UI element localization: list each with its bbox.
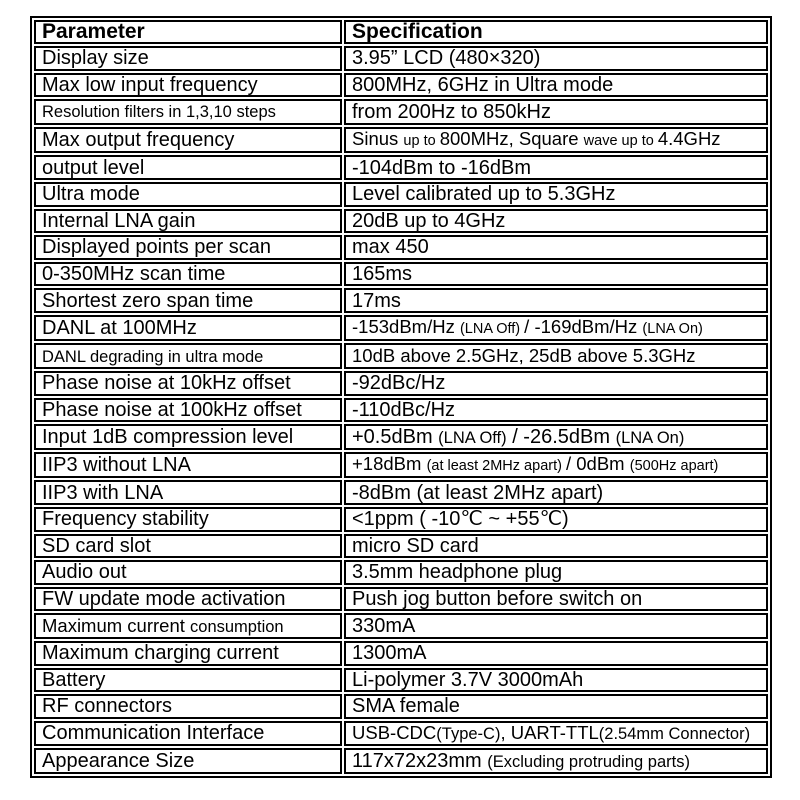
param-text: 0-350MHz scan time [42, 262, 226, 285]
spec-table [30, 16, 772, 778]
spec-text: Sinus [352, 128, 404, 150]
param-text: Maximum current [42, 614, 191, 636]
spec-text: wave up to [583, 133, 658, 150]
param-cell [34, 694, 342, 719]
param-cell [34, 182, 342, 207]
spec-text: (LNA On) [642, 321, 703, 338]
spec-text: micro SD card [352, 534, 479, 557]
table-row [34, 288, 768, 313]
param-text: Display size [42, 47, 149, 70]
spec-text: USB-CDC [352, 721, 437, 743]
param-text: Audio out [42, 561, 127, 584]
param-cell [34, 641, 342, 666]
spec-text: 165ms [352, 262, 413, 285]
spec-cell [344, 398, 768, 423]
spec-text: <1ppm ( -10℃ ~ +55℃) [352, 508, 569, 531]
spec-text: , UART-TTL [500, 721, 599, 743]
param-text: Resolution filters in 1,3,10 steps [42, 103, 276, 122]
spec-cell [344, 587, 768, 612]
spec-text: (500Hz apart) [629, 458, 719, 475]
table-row [34, 262, 768, 287]
param-text: DANL at 100MHz [42, 317, 197, 340]
spec-cell [344, 748, 768, 774]
param-cell [34, 560, 342, 585]
spec-cell [344, 668, 768, 693]
table-row [34, 46, 768, 71]
spec-text: 20dB up to 4GHz [352, 209, 506, 232]
table-row [34, 398, 768, 423]
spec-cell [344, 155, 768, 180]
spec-cell [344, 288, 768, 313]
table-body [34, 46, 768, 774]
spec-cell [344, 694, 768, 719]
table-head [34, 20, 768, 44]
param-text: IIP3 without LNA [42, 454, 191, 477]
table-row [34, 73, 768, 98]
param-cell [34, 721, 342, 747]
spec-text: -104dBm to -16dBm [352, 156, 531, 179]
spec-text: -110dBc/Hz [352, 398, 456, 421]
param-text: Maximum charging current [42, 642, 279, 665]
spec-text: 3.95” LCD (480×320) [352, 47, 541, 70]
param-cell [34, 288, 342, 313]
table-row [34, 641, 768, 666]
table-row [34, 694, 768, 719]
table-row [34, 182, 768, 207]
param-cell [34, 668, 342, 693]
table-row [34, 452, 768, 479]
param-cell [34, 235, 342, 260]
param-column-header: Parameter [34, 20, 342, 44]
table-row [34, 507, 768, 532]
table-row [34, 748, 768, 774]
spec-cell [344, 641, 768, 666]
spec-cell [344, 721, 768, 747]
spec-cell [344, 534, 768, 559]
spec-cell [344, 127, 768, 154]
spec-text: (2.54mm Connector) [598, 724, 751, 743]
spec-cell [344, 424, 768, 450]
spec-text: (LNA Off) [459, 321, 525, 338]
spec-cell [344, 507, 768, 532]
table-row [34, 209, 768, 234]
param-text: Phase noise at 100kHz offset [42, 398, 302, 421]
param-cell [34, 587, 342, 612]
param-text: Max low input frequency [42, 73, 258, 96]
param-cell [34, 315, 342, 342]
param-cell [34, 534, 342, 559]
param-cell [34, 127, 342, 154]
param-cell [34, 748, 342, 774]
spec-text: +0.5dBm [352, 425, 439, 448]
table-row [34, 534, 768, 559]
param-cell [34, 99, 342, 125]
spec-text: 800MHz, Square [439, 128, 584, 150]
spec-text: 10dB above 2.5GHz, 25dB above 5.3GHz [352, 345, 696, 367]
spec-column-header: Specification [344, 20, 768, 44]
table-row [34, 480, 768, 505]
param-cell [34, 613, 342, 639]
table-row [34, 668, 768, 693]
table-row [34, 587, 768, 612]
spec-cell [344, 613, 768, 639]
table-row [34, 371, 768, 396]
spec-cell [344, 262, 768, 287]
spec-text: (at least 2MHz apart) [426, 458, 566, 475]
param-cell [34, 262, 342, 287]
param-text: Appearance Size [42, 750, 195, 773]
table-row [34, 315, 768, 342]
table-row [34, 343, 768, 369]
param-cell [34, 507, 342, 532]
spec-text: 3.5mm headphone plug [352, 561, 563, 584]
spec-text: (LNA Off) [438, 428, 507, 447]
spec-text: -8dBm (at least 2MHz apart) [352, 481, 604, 504]
table-row [34, 424, 768, 450]
header-row [34, 20, 768, 44]
spec-text: / -26.5dBm [506, 425, 616, 448]
param-text: Internal LNA gain [42, 209, 196, 232]
spec-text: max 450 [352, 236, 429, 259]
param-text: FW update mode activation [42, 588, 286, 611]
param-cell [34, 73, 342, 98]
spec-text: +18dBm [352, 453, 427, 475]
param-cell [34, 155, 342, 180]
table-row [34, 127, 768, 154]
spec-cell [344, 182, 768, 207]
spec-cell [344, 452, 768, 479]
spec-text: 17ms [352, 289, 401, 312]
spec-text: -92dBc/Hz [352, 372, 446, 395]
param-cell [34, 343, 342, 369]
param-text: Ultra mode [42, 183, 140, 206]
spec-text: Level calibrated up to 5.3GHz [352, 183, 616, 206]
spec-text: Li-polymer 3.7V 3000mAh [352, 668, 584, 691]
table-row [34, 613, 768, 639]
table-row [34, 721, 768, 747]
param-cell [34, 452, 342, 479]
param-cell [34, 480, 342, 505]
table-row [34, 99, 768, 125]
param-text: Displayed points per scan [42, 236, 272, 259]
spec-text: (Excluding protruding parts) [487, 752, 690, 771]
param-text: Max output frequency [42, 129, 235, 152]
spec-text: from 200Hz to 850kHz [352, 100, 551, 123]
param-cell [34, 424, 342, 450]
param-text: IIP3 with LNA [42, 481, 164, 504]
param-text: DANL degrading in ultra mode [42, 347, 264, 366]
spec-text: 330mA [352, 615, 416, 638]
param-text: consumption [190, 617, 284, 636]
spec-cell [344, 480, 768, 505]
param-text: Phase noise at 10kHz offset [42, 372, 291, 395]
param-text: Shortest zero span time [42, 289, 254, 312]
param-text: Battery [42, 668, 106, 691]
spec-text: / 0dBm [565, 453, 630, 475]
spec-cell [344, 235, 768, 260]
param-cell [34, 209, 342, 234]
spec-cell [344, 315, 768, 342]
param-text: Communication Interface [42, 722, 265, 745]
spec-cell [344, 371, 768, 396]
param-text: RF connectors [42, 695, 173, 718]
spec-cell [344, 99, 768, 125]
param-cell [34, 371, 342, 396]
param-text: output level [42, 156, 145, 179]
spec-cell [344, 73, 768, 98]
param-text: Frequency stability [42, 508, 209, 531]
spec-text: (Type-C) [436, 724, 501, 743]
param-cell [34, 46, 342, 71]
table-row [34, 560, 768, 585]
spec-text: Push jog button before switch on [352, 588, 643, 611]
param-cell [34, 398, 342, 423]
table-row [34, 155, 768, 180]
table-row [34, 235, 768, 260]
spec-text: 1300mA [352, 642, 427, 665]
spec-text: up to [403, 133, 440, 150]
spec-text: / -169dBm/Hz [524, 316, 643, 338]
spec-text: -153dBm/Hz [352, 316, 460, 338]
param-text: SD card slot [42, 534, 151, 557]
spec-text: 4.4GHz [657, 128, 721, 150]
spec-cell [344, 209, 768, 234]
spec-cell [344, 343, 768, 369]
spec-text: 117x72x23mm [352, 749, 488, 772]
param-text: Input 1dB compression level [42, 426, 294, 449]
spec-text: SMA female [352, 695, 460, 718]
spec-text: (LNA On) [615, 428, 685, 447]
spec-cell [344, 46, 768, 71]
spec-cell [344, 560, 768, 585]
spec-text: 800MHz, 6GHz in Ultra mode [352, 73, 614, 96]
